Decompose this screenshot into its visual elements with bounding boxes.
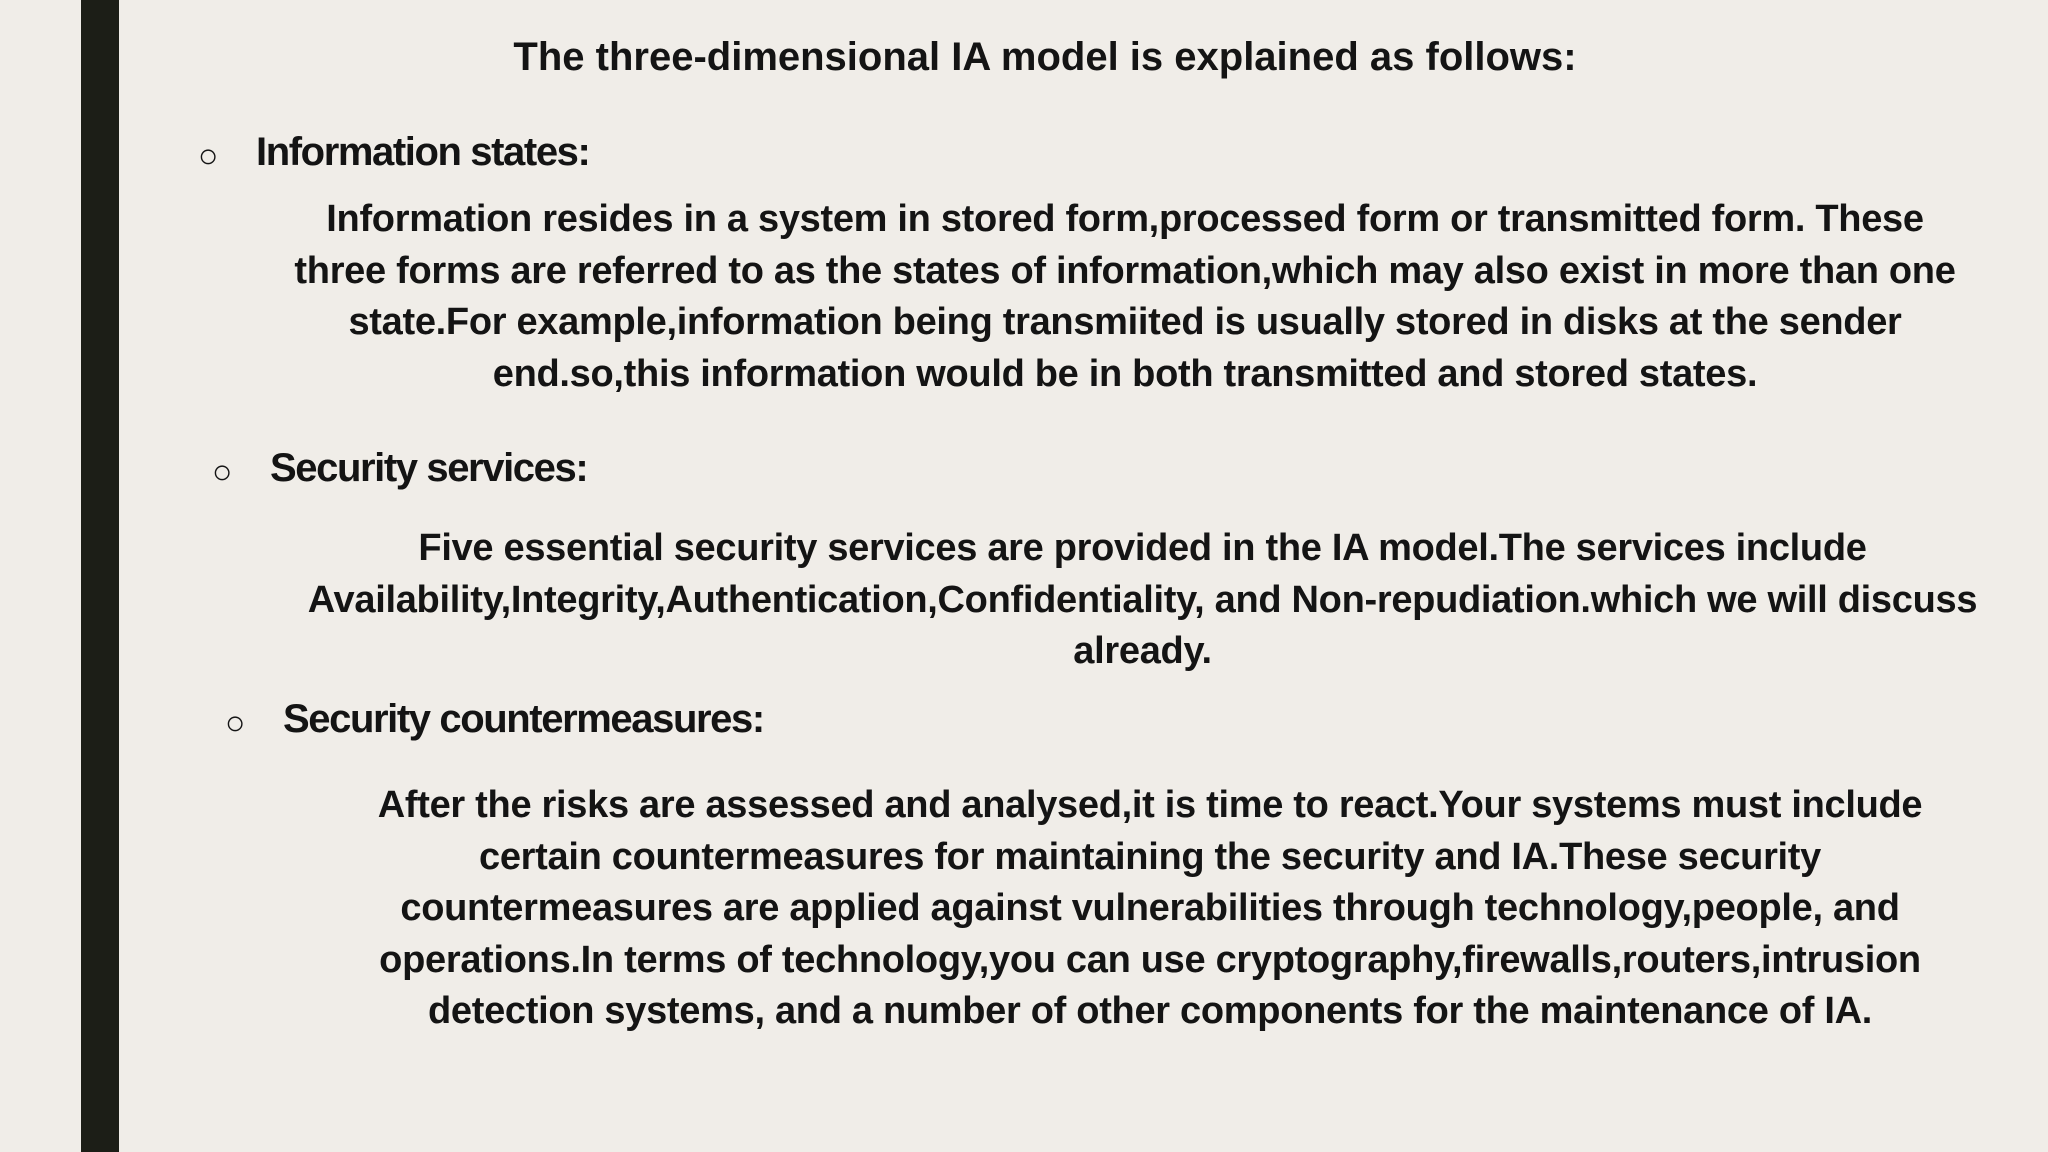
slide-title: The three-dimensional IA model is explained as follows:: [513, 35, 1577, 79]
section-paragraph-security-countermeasures: [300, 780, 2000, 1038]
paragraph-line: Information resides in a system in stored form,processed form or transmitted form. These: [326, 198, 1924, 240]
section-heading-information-states: Information states:: [256, 130, 590, 174]
paragraph-line: countermeasures are applied against vulnerabilities through technology,people, and: [400, 887, 1900, 929]
bullet-icon: ○: [212, 453, 233, 491]
paragraph-line: operations.In terms of technology,you can use cryptography,firewalls,routers,intrusion: [379, 938, 1921, 981]
section-heading-security-countermeasures: Security countermeasures:: [283, 697, 764, 741]
paragraph-line: state.For example,information being transmiited is usually stored in disks at the sender: [348, 301, 1902, 343]
section-paragraph-security-services: [260, 523, 2025, 678]
bullet-icon: ○: [225, 704, 246, 742]
paragraph-line: already.: [1073, 630, 1212, 672]
left-accent-bar: [81, 0, 119, 1152]
paragraph-line: detection systems, and a number of other components for the maintenance of IA.: [427, 990, 1873, 1032]
section-paragraph-information-states: [240, 194, 2010, 400]
paragraph-line: After the risks are assessed and analysed,it is time to react.Your systems must include: [377, 784, 1923, 826]
paragraph-line: certain countermeasures for maintaining the security and IA.These security: [479, 835, 1821, 878]
paragraph-line: Availability,Integrity,Authentication,Confidentiality, and Non-repudiation.which we will discuss: [307, 578, 1978, 621]
section-heading-security-services: Security services:: [270, 446, 588, 490]
bullet-icon: ○: [198, 137, 219, 175]
paragraph-line: end.so,this information would be in both transmitted and stored states.: [492, 352, 1758, 395]
paragraph-line: three forms are referred to as the states of information,which may also exist in more than one: [294, 249, 1956, 292]
paragraph-line: Five essential security services are provided in the IA model.The services include: [418, 527, 1867, 569]
